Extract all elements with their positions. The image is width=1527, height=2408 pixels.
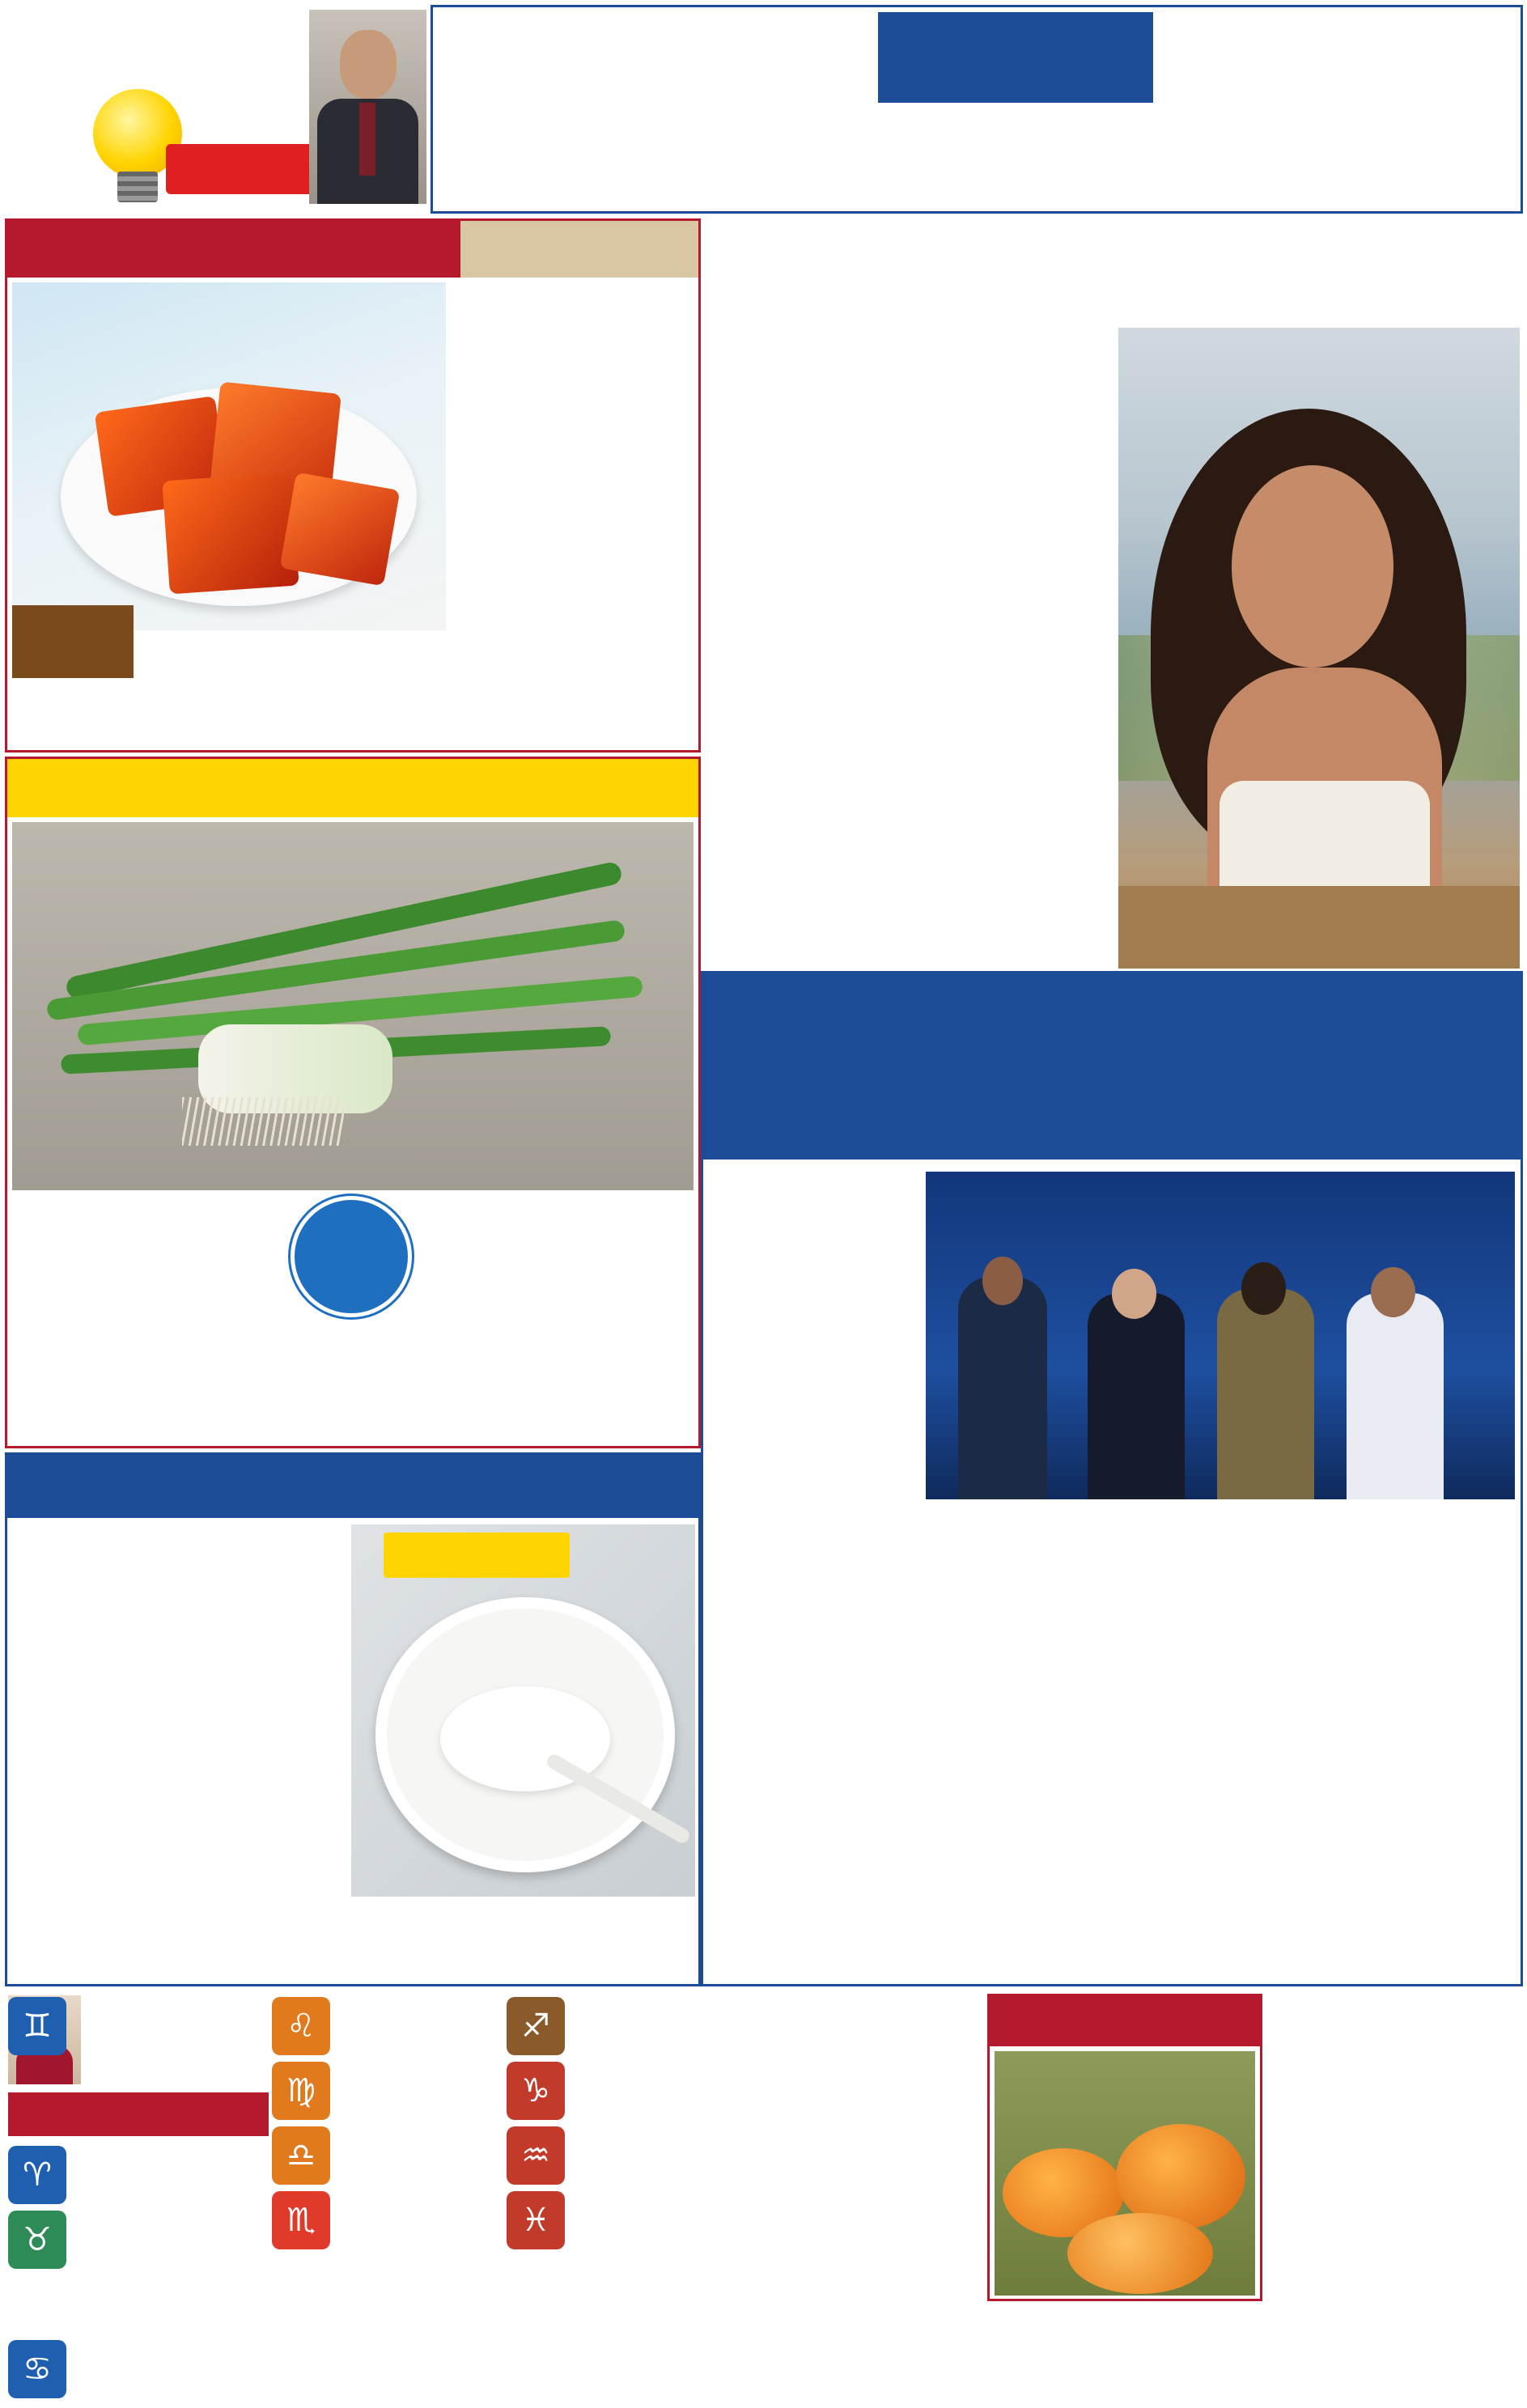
dohiyo-text-lower (926, 1507, 1515, 1981)
zodiac-icon: ♒ (507, 2126, 565, 2185)
zodiac-icon: ♏ (272, 2191, 330, 2249)
zodiac-icon: ♐ (507, 1997, 565, 2055)
zodiac-icon: ♓ (507, 2191, 565, 2249)
curd-caption (351, 1901, 695, 1982)
astro-sign-text (337, 2060, 498, 2122)
recipe-method-text (456, 284, 695, 664)
astro-grid (5, 1990, 709, 2403)
pumpkin-panel (987, 1994, 1262, 2301)
top-story-headline-box (878, 12, 1153, 103)
top-story-right-text (1161, 12, 1511, 206)
astro-section (5, 1990, 709, 2403)
astro-sign-text (571, 2125, 709, 2186)
pumpkin-section (712, 1990, 1523, 2403)
curd-photo (351, 1524, 695, 1897)
astro-sign-text (73, 2209, 264, 2270)
dohiyo-photo (926, 1172, 1515, 1499)
ingredients-label (12, 605, 134, 678)
halwa-photo (12, 282, 446, 630)
astro-sign-8 (507, 1995, 709, 2057)
astro-sign-7 (272, 2190, 503, 2251)
pumpkin-left-text (715, 1994, 978, 2301)
dohiyo-text-left-lower (710, 1605, 916, 1981)
onion-photo (12, 822, 694, 1190)
astro-sign-text (571, 2190, 709, 2251)
amala-text (706, 332, 1110, 967)
astro-sign-3 (8, 2338, 267, 2400)
health-badge (291, 1196, 412, 1317)
dohiyo-headline-box (703, 973, 1521, 1159)
amala-photo (1118, 328, 1520, 969)
portrait-photo (309, 10, 426, 204)
top-story-mid-text (878, 108, 1153, 206)
zodiac-icon: ♑ (507, 2062, 565, 2120)
astro-sign-text (337, 2125, 498, 2186)
astro-sign-text (73, 2338, 264, 2400)
astro-sign-2 (8, 1995, 267, 2091)
onion-right-text (420, 1196, 694, 1447)
onion-section (5, 757, 701, 1448)
astro-sign-text (337, 1995, 498, 2057)
recipe-title (7, 221, 460, 278)
astro-sign-9 (507, 2060, 709, 2122)
recipe-ingredients-text (12, 684, 697, 748)
tips-word-2-box (166, 144, 316, 194)
pumpkin-photo (995, 2051, 1255, 2296)
amala-section (701, 218, 1523, 971)
pumpkin-title (990, 1996, 1260, 2046)
dohiyo-text-upper (710, 1172, 916, 1600)
zodiac-icon: ♈ (8, 2146, 66, 2204)
pumpkin-bottom-text (715, 2306, 1520, 2399)
astro-sign-6 (272, 2125, 503, 2186)
onion-title (7, 759, 698, 817)
dohiyo-section (701, 971, 1523, 1986)
recipe-section (5, 218, 701, 752)
top-story-left-text (441, 12, 870, 206)
onion-left-text (12, 1196, 284, 1447)
top-story (431, 5, 1523, 214)
astro-sign-5 (272, 2060, 503, 2122)
zodiac-icon: ♎ (272, 2126, 330, 2185)
zodiac-icon: ♉ (8, 2211, 66, 2269)
pumpkin-right-text (1270, 1994, 1520, 2301)
astro-sign-text (571, 1995, 709, 2057)
bulb-base (117, 172, 158, 202)
zodiac-icon: ♌ (272, 1997, 330, 2055)
curd-title (7, 1455, 698, 1518)
zodiac-icon: ♊ (8, 1997, 66, 2055)
astro-sign-text (73, 2101, 264, 2196)
amala-headline (709, 218, 1518, 324)
astro-sign-10 (507, 2125, 709, 2186)
astro-sign-text (337, 2190, 498, 2251)
astro-sign-11 (507, 2190, 709, 2251)
curd-text (12, 1524, 344, 1982)
zodiac-icon: ♍ (272, 2062, 330, 2120)
beauty-badge (384, 1533, 570, 1578)
astro-sign-4 (272, 1995, 503, 2057)
zodiac-icon: ♋ (8, 2340, 66, 2398)
astro-sign-1 (8, 2209, 267, 2270)
method-label (460, 221, 700, 278)
masthead (0, 0, 429, 214)
astro-sign-text (571, 2060, 709, 2122)
curd-section (5, 1452, 701, 1986)
